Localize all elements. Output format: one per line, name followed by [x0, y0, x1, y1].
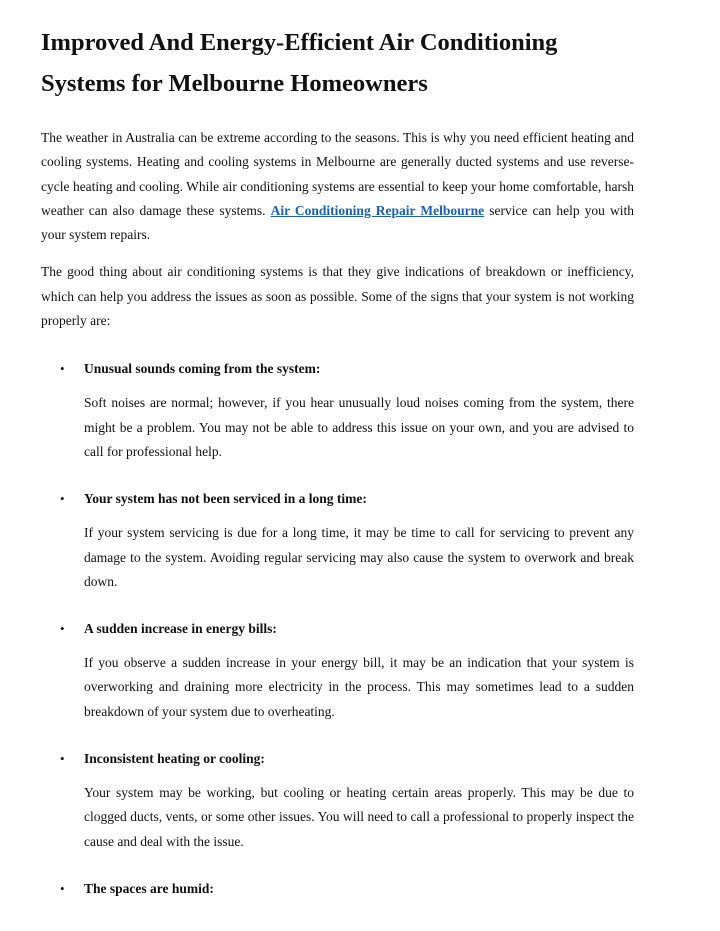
sign-description: Soft noises are normal; however, if you hear unusually loud noises coming from the system, there might be a problem. You may not be able to address this issue on your own, and you are advised to call for professional help.: [84, 395, 634, 459]
list-item: [41, 357, 634, 464]
sign-description: If you observe a sudden increase in your energy bill, it may be an indication that your system is overworking and draining more electricity in the process. This may sometimes lead to a sudden breakdown of your system due to overheating.: [84, 655, 634, 719]
sign-description: Your system may be working, but cooling or heating certain areas properly. This may be due to clogged ducts, vents, or some other issues. You will need to call a professional to properly inspect the cause and deal with the issue.: [84, 785, 634, 849]
signs-intro-paragraph: The good thing about air conditioning systems is that they give indications of breakdown or inefficiency, which can help you address the issues as soon as possible. Some of the signs that your system is not working properly are:: [41, 264, 634, 329]
sign-heading: Inconsistent heating or cooling:: [84, 751, 265, 767]
intro-text-end: service can help you with your system repairs.: [41, 202, 634, 243]
list-item: [41, 877, 634, 901]
bullet-icon: •: [60, 751, 65, 767]
intro-paragraph: [41, 126, 634, 247]
list-item: [41, 487, 634, 594]
intro-text: The weather in Australia can be extreme according to the seasons. This is why you need efficient heating and cooling systems. Heating and cooling systems in Melbourne are generally ducted systems and use reverse-cycle heating and cooling. While air conditioning systems are essential to keep your home comfortable, harsh weather can also damage these systems.: [41, 130, 634, 218]
page-title: Improved And Energy-Efficient Air Conditioning Systems for Melbourne Homeowners: [41, 29, 558, 97]
bullet-icon: •: [60, 880, 65, 896]
list-item: [41, 617, 634, 724]
list-item: [41, 747, 634, 854]
air-conditioning-repair-link[interactable]: Air Conditioning Repair Melbourne: [270, 202, 485, 218]
sign-heading: The spaces are humid:: [84, 880, 214, 896]
sign-heading: Unusual sounds coming from the system:: [84, 361, 321, 377]
bullet-icon: •: [60, 491, 65, 507]
bullet-icon: •: [60, 621, 65, 637]
sign-heading: A sudden increase in energy bills:: [84, 621, 277, 637]
bullet-icon: •: [60, 361, 65, 377]
sign-heading: Your system has not been serviced in a long time:: [84, 491, 367, 507]
sign-description: If your system servicing is due for a long time, it may be time to call for servicing to prevent any damage to the system. Avoiding regular servicing may also cause the system to overwork and break down.: [84, 525, 634, 589]
signs-list: [41, 357, 634, 901]
